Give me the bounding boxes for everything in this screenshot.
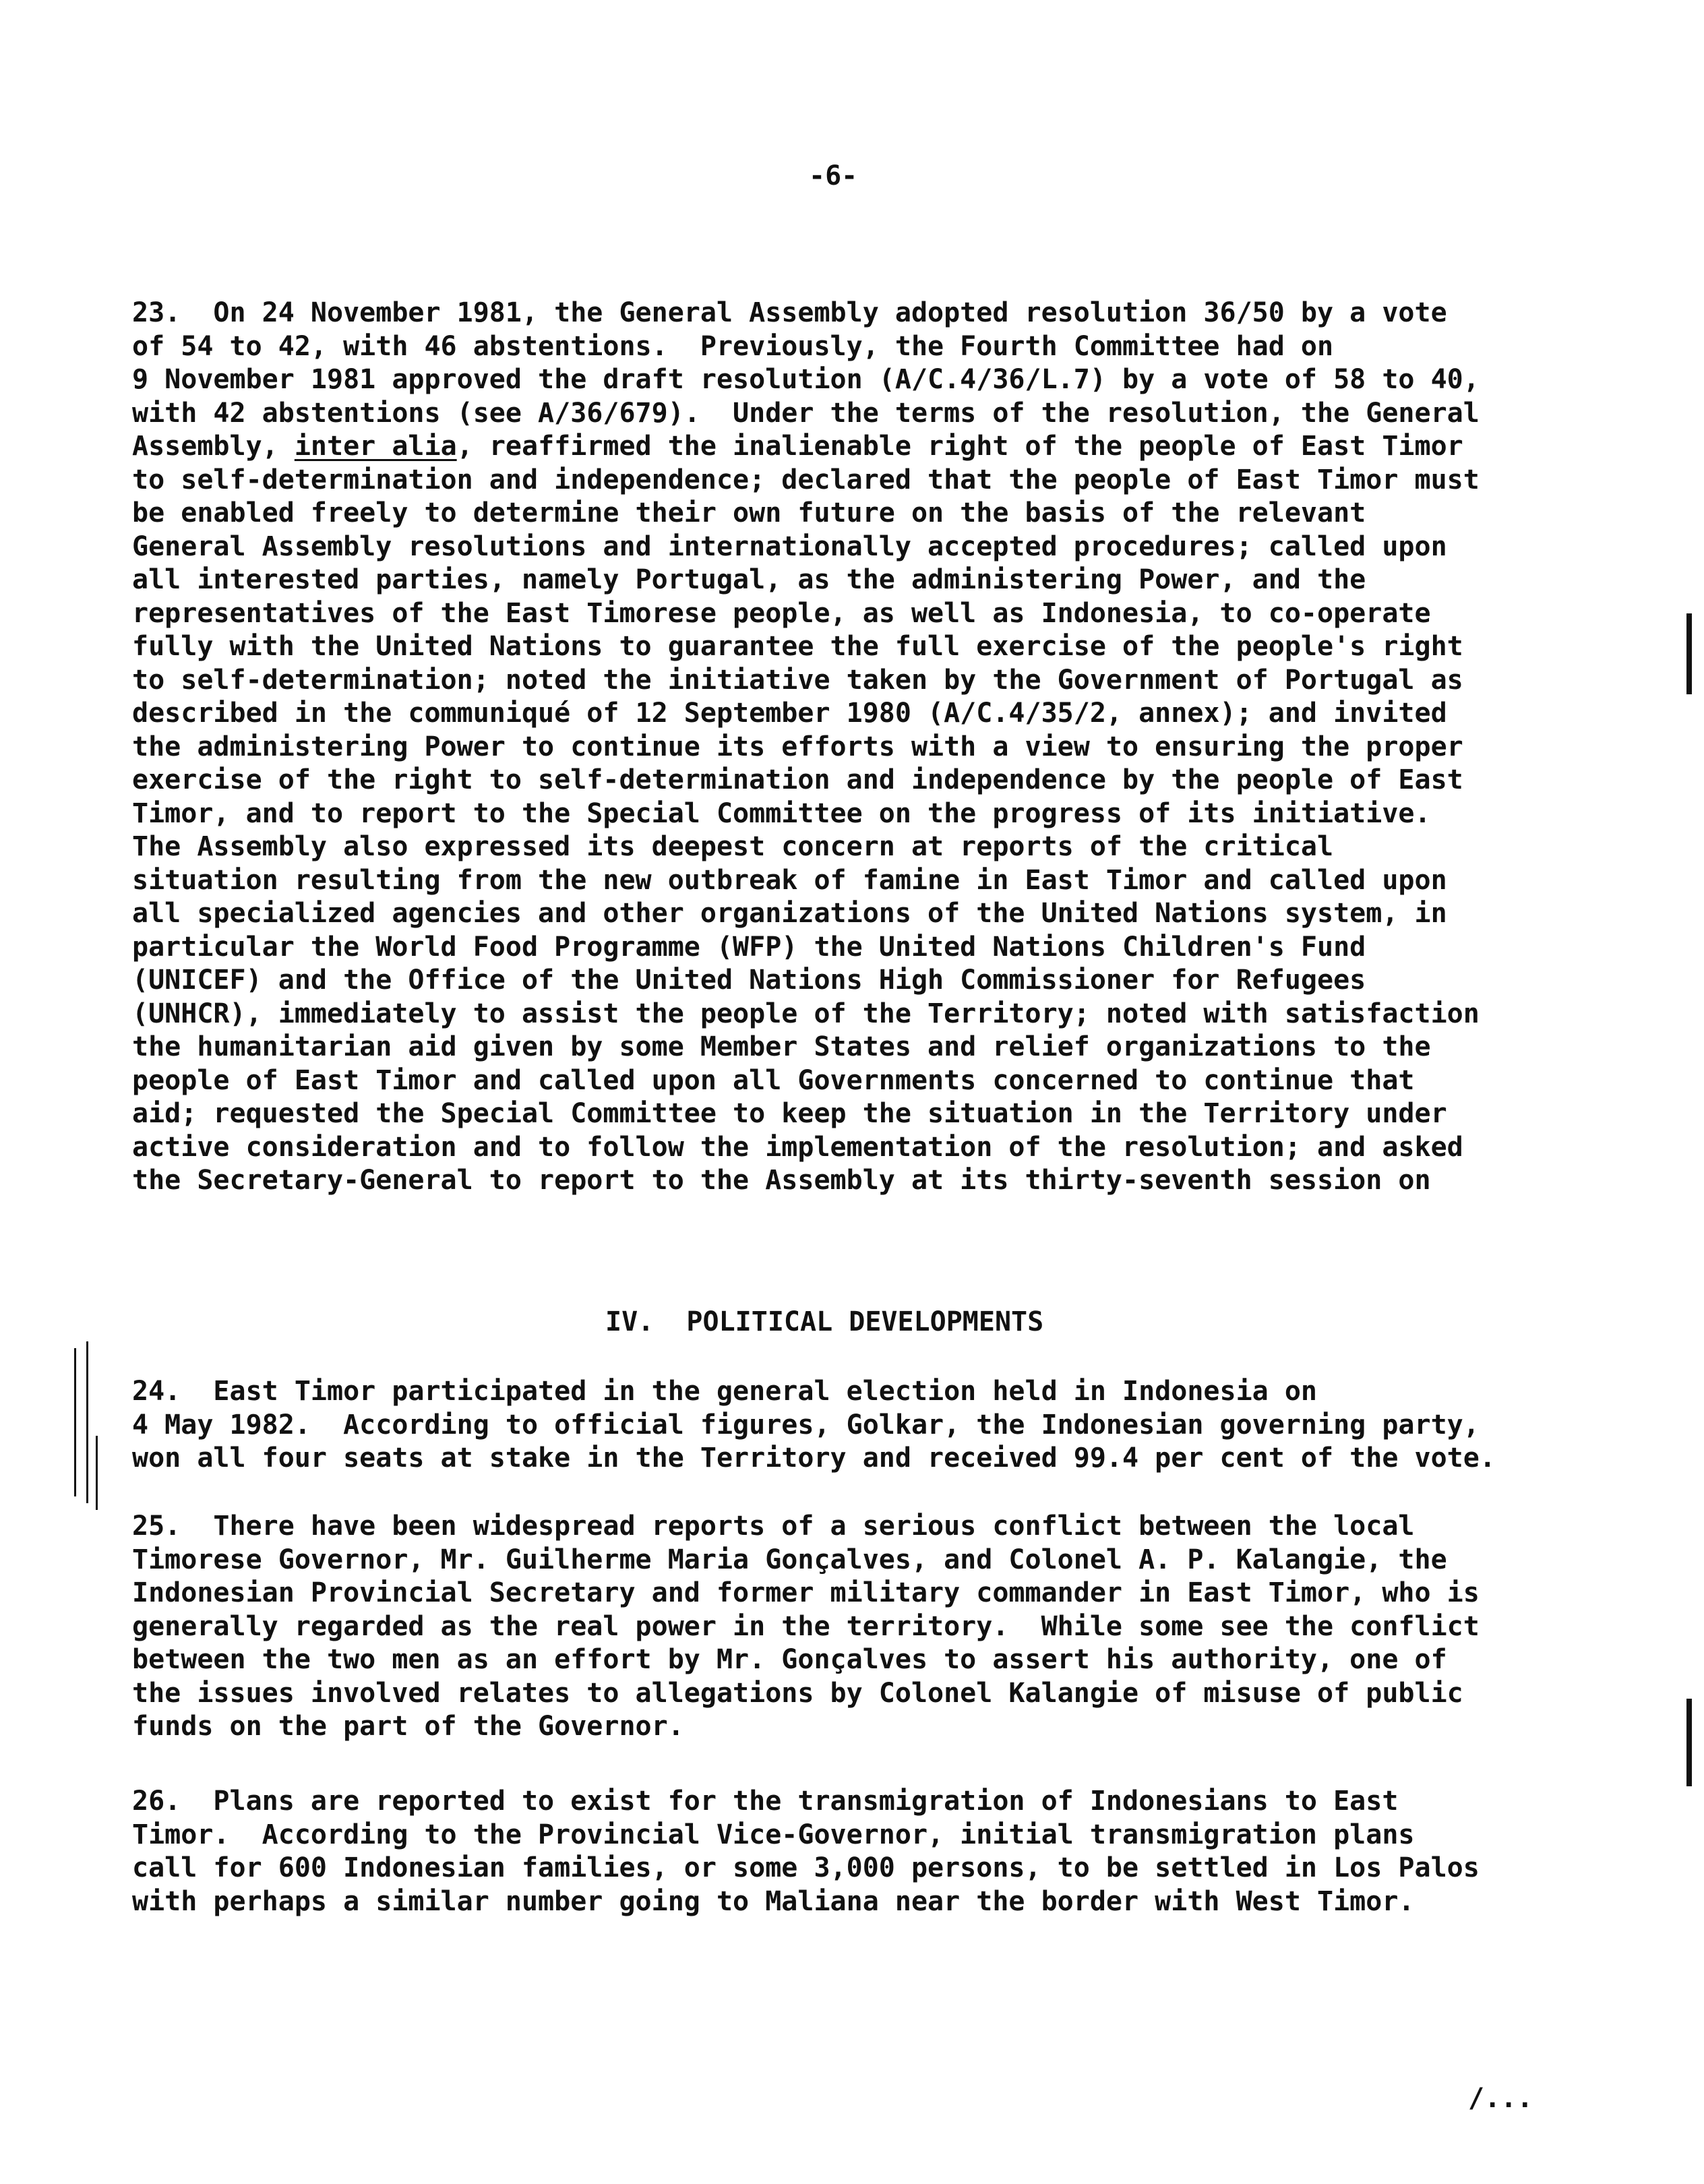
paragraph-line: of 54 to 42, with 46 abstentions. Previously, the Fourth Committee had on	[132, 330, 1334, 362]
paragraph-line: active consideration and to follow the implementation of the resolution; and asked	[132, 1131, 1463, 1163]
paragraph-line: call for 600 Indonesian families, or some 3,000 persons, to be settled in Los Palos	[132, 1852, 1480, 1883]
paragraph-line: fully with the United Nations to guarantee the full exercise of the people's right	[132, 631, 1463, 662]
paragraph-line: the administering Power to continue its efforts with a view to ensuring the proper	[132, 731, 1463, 762]
paragraph-line: Timor, and to report to the Special Committee on the progress of its initiative.	[132, 797, 1431, 829]
paragraph-line: The Assembly also expressed its deepest concern at reports of the critical	[132, 831, 1334, 862]
margin-bar	[86, 1341, 88, 1503]
paragraph-line: generally regarded as the real power in the territory. While some see the conflict	[132, 1610, 1480, 1642]
paragraph-line: 9 November 1981 approved the draft resolution (A/C.4/36/L.7) by a vote of 58 to 40,	[132, 364, 1480, 395]
paragraph-line: 4 May 1982. According to official figures, Golkar, the Indonesian governing party,	[132, 1409, 1480, 1440]
margin-bar	[96, 1436, 98, 1510]
paragraph-line: described in the communiqué of 12 September 1980 (A/C.4/35/2, annex); and invited	[132, 698, 1447, 729]
paragraph-line: won all four seats at stake in the Territory and received 99.4 per cent of the vote.	[132, 1443, 1496, 1474]
paragraph-26	[132, 1785, 1575, 1918]
paragraph-line: 26. Plans are reported to exist for the transmigration of Indonesians to East	[132, 1786, 1399, 1817]
paragraph-line: 24. East Timor participated in the general election held in Indonesia on	[132, 1376, 1317, 1407]
paragraph-line: all interested parties, namely Portugal, as the administering Power, and the	[132, 564, 1366, 595]
paragraph-line: Timor. According to the Provincial Vice-Governor, initial transmigration plans	[132, 1819, 1415, 1850]
paragraph-line: 25. There have been widespread reports of a serious conflict between the local	[132, 1511, 1415, 1542]
paragraph-line: with 42 abstentions (see A/36/679). Under the terms of the resolution, the General	[132, 397, 1480, 429]
paragraph-line: to self-determination and independence; declared that the people of East Timor must	[132, 464, 1480, 495]
continuation-mark: /...	[1468, 2083, 1533, 2114]
paragraph-24	[132, 1375, 1575, 1476]
scan-edge-mark	[1686, 613, 1692, 694]
paragraph-line: aid; requested the Special Committee to keep the situation in the Territory under	[132, 1098, 1447, 1129]
paragraph-25	[132, 1510, 1575, 1744]
margin-bar	[74, 1348, 76, 1496]
paragraph-23	[132, 297, 1575, 1198]
paragraph-line: the Secretary-General to report to the Assembly at its thirty-seventh session on	[132, 1165, 1431, 1196]
paragraph-line: people of East Timor and called upon all Governments concerned to continue that	[132, 1064, 1415, 1096]
paragraph-line: (UNICEF) and the Office of the United Nations High Commissioner for Refugees	[132, 965, 1366, 996]
paragraph-line	[132, 430, 1575, 464]
paragraph-line: with perhaps a similar number going to Maliana near the border with West Timor.	[132, 1885, 1415, 1917]
paragraph-line: the issues involved relates to allegations by Colonel Kalangie of misuse of public	[132, 1677, 1463, 1709]
paragraph-line: (UNHCR), immediately to assist the people of the Territory; noted with satisfaction	[132, 998, 1480, 1029]
line-text: , reaffirmed the inalienable right of the people of East Timor	[456, 431, 1463, 462]
paragraph-line: Indonesian Provincial Secretary and former military commander in East Timor, who is	[132, 1577, 1480, 1608]
paragraph-line: particular the World Food Programme (WFP) the United Nations Children's Fund	[132, 931, 1366, 963]
paragraph-line: the humanitarian aid given by some Member States and relief organizations to the	[132, 1031, 1431, 1062]
paragraph-line: to self-determination; noted the initiative taken by the Government of Portugal as	[132, 664, 1463, 696]
paragraph-line: General Assembly resolutions and internationally accepted procedures; called upon	[132, 530, 1447, 562]
page-number: -6-	[809, 160, 858, 191]
scan-edge-mark	[1686, 1699, 1692, 1786]
section-heading: IV. POLITICAL DEVELOPMENTS	[605, 1306, 1044, 1337]
paragraph-line: representatives of the East Timorese people, as well as Indonesia, to co-operate	[132, 597, 1431, 629]
paragraph-line: be enabled freely to determine their own future on the basis of the relevant	[132, 497, 1366, 528]
paragraph-line: 23. On 24 November 1981, the General Assembly adopted resolution 36/50 by a vote	[132, 297, 1447, 328]
paragraph-line: Timorese Governor, Mr. Guilherme Maria Gonçalves, and Colonel A. P. Kalangie, the	[132, 1544, 1447, 1575]
paragraph-line: situation resulting from the new outbreak of famine in East Timor and called upon	[132, 864, 1447, 896]
paragraph-line: between the two men as an effort by Mr. Gonçalves to assert his authority, one of	[132, 1644, 1447, 1675]
paragraph-line: exercise of the right to self-determination and independence by the people of East	[132, 764, 1463, 795]
paragraph-line: all specialized agencies and other organizations of the United Nations system, in	[132, 898, 1447, 929]
line-text: Assembly,	[132, 431, 295, 462]
inter-alia-underlined: inter alia	[294, 431, 457, 462]
paragraph-line: funds on the part of the Governor.	[132, 1711, 684, 1742]
